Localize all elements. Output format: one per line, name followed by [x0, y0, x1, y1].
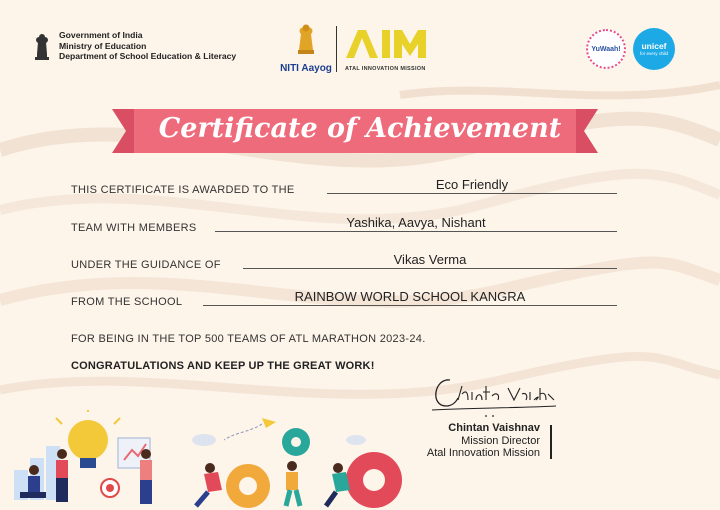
signatory-block	[427, 422, 540, 459]
team-members-value: Yashika, Aavya, Nishant	[346, 215, 486, 230]
guidance-row	[71, 247, 617, 271]
signatory-title: Mission Director	[461, 435, 540, 447]
gov-line-2: Ministry of Education	[59, 40, 147, 51]
innovation-illustration	[0, 410, 420, 510]
team-members-underline	[215, 231, 617, 232]
gear-large-icon	[226, 464, 270, 508]
school-row	[71, 284, 617, 308]
cloud-icon	[192, 434, 366, 446]
school-label: FROM THE SCHOOL	[71, 296, 183, 308]
awarded-to-row	[71, 172, 617, 196]
certificate-title: Certificate of Achievement	[158, 113, 562, 144]
school-name-value: RAINBOW WORLD SCHOOL KANGRA	[294, 289, 526, 304]
aim-logo-icon	[344, 28, 430, 60]
unicef-label: unicef	[641, 40, 667, 51]
team-members-row	[71, 210, 617, 234]
achievement-text: FOR BEING IN THE TOP 500 TEAMS OF ATL MARATHON 2023-24.	[71, 333, 426, 345]
school-underline	[203, 305, 617, 306]
gov-line-3: Department of School Education & Literacy	[59, 51, 237, 61]
unicef-tagline: for every child	[639, 50, 668, 56]
gear-small-icon	[282, 428, 310, 456]
logo-divider	[336, 26, 337, 72]
signatory-accent-bar	[550, 425, 552, 459]
guidance-label: UNDER THE GUIDANCE OF	[71, 259, 221, 271]
paper-plane-icon	[224, 418, 276, 440]
yuwaah-logo	[586, 29, 626, 69]
yuwaah-label: YuWaah!	[591, 45, 621, 53]
government-header	[32, 30, 236, 62]
awarded-to-label: THIS CERTIFICATE IS AWARDED TO THE	[71, 184, 295, 196]
guidance-underline	[243, 268, 617, 269]
national-emblem-icon	[32, 30, 52, 62]
team-name-value: Eco Friendly	[435, 177, 509, 192]
niti-aayog-label: NITI Aayog	[280, 63, 332, 74]
person-holding-gear-icon	[286, 461, 300, 506]
lightbulb-icon	[56, 410, 120, 468]
guide-name-value: Vikas Verma	[393, 252, 467, 267]
signatory-organization: Atal Innovation Mission	[426, 447, 540, 459]
gear-red-icon	[346, 452, 402, 508]
aim-subtitle: ATAL INNOVATION MISSION	[345, 66, 426, 72]
person-pushing-gear-icon	[196, 463, 222, 506]
signatory-name: Chintan Vaishnav	[448, 422, 540, 434]
niti-aayog-logo	[279, 22, 333, 74]
target-icon	[101, 479, 119, 497]
awarded-to-underline	[327, 193, 617, 194]
handwritten-signature	[428, 372, 558, 418]
niti-emblem-icon	[295, 22, 317, 56]
team-members-label: TEAM WITH MEMBERS	[71, 222, 197, 234]
congratulations-text: CONGRATULATIONS AND KEEP UP THE GREAT WORK!	[71, 360, 375, 372]
person-pushing-red-gear-icon	[326, 463, 350, 506]
gov-line-1: Government of India	[59, 30, 143, 40]
unicef-logo	[633, 28, 675, 70]
